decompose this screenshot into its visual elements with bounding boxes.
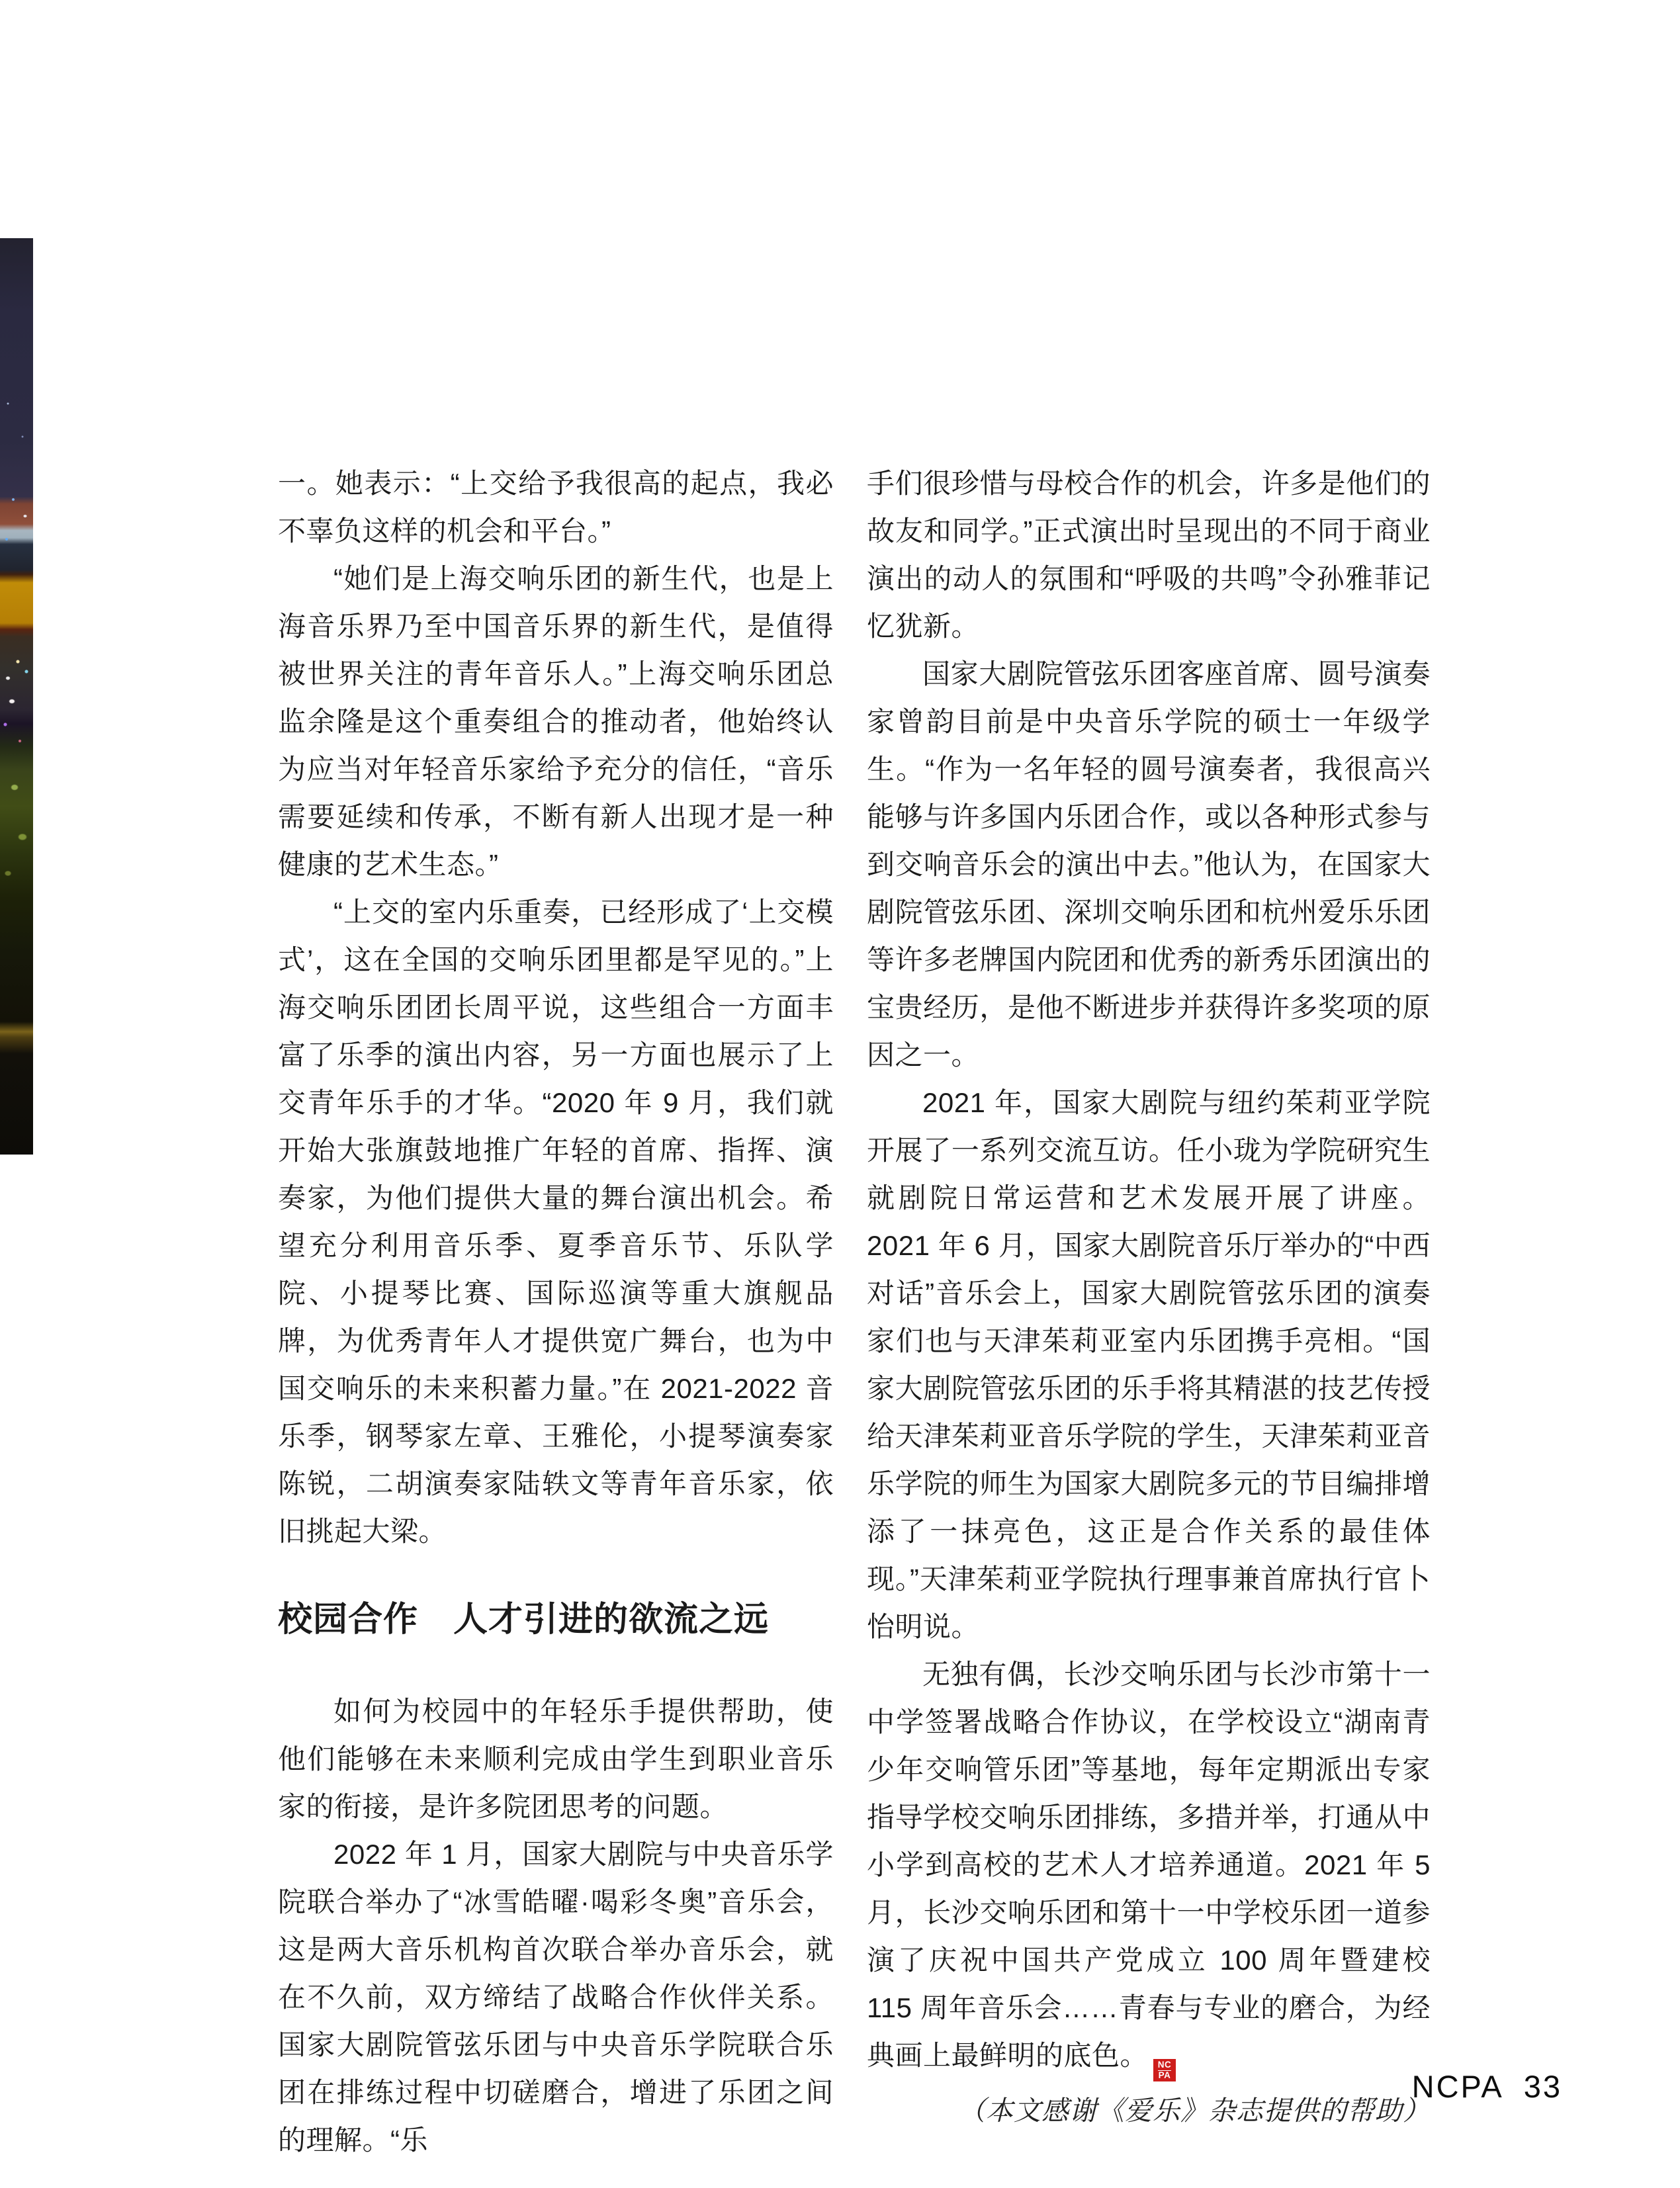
article-paragraph: “上交的室内乐重奏，已经形成了‘上交模式’，这在全国的交响乐团里都是罕见的。”上海交响乐团团长周平说，这些组合一方面丰富了乐季的演出内容，另一方面也展示了上交青年乐手的才华。“2020 年 9 月，我们就开始大张旗鼓地推广年轻的首席、指挥、演奏家，为他们提供大量的舞台演出机会。希望充分利用音乐季、夏季音乐节、乐队学院、小提琴比赛、国际巡演等重大旗舰品牌，为优秀青年人才提供宽广舞台，也为中国交响乐的未来积蓄力量。”在 2021-2022 音乐季，钢琴家左章、王雅伦，小提琴演奏家陈锐，二胡演奏家陆轶文等青年音乐家，依旧挑起大梁。: [278, 897, 834, 1547]
ncpa-end-seal-icon: [1153, 2059, 1176, 2081]
footer-page-number: 33: [1523, 2069, 1562, 2104]
article-paragraph: 2022 年 1 月，国家大剧院与中央音乐学院联合举办了“冰雪皓曜·喝彩冬奥”音乐会，这是两大音乐机构首次联合举办音乐会，就在不久前，双方缔结了战略合作伙伴关系。国家大剧院管弦乐团与中央音乐学院联合乐团在排练过程中切磋磨合，增进了乐团之间的理解。“乐: [278, 1839, 834, 2156]
footer-brand: NCPA: [1411, 2069, 1504, 2104]
article-right-column: [867, 460, 1431, 2134]
article-paragraph: 如何为校园中的年轻乐手提供帮助，使他们能够在未来顺利完成由学生到职业音乐家的衔接，是许多院团思考的问题。: [278, 1696, 834, 1822]
acknowledgement-note: （本文感谢《爱乐》杂志提供的帮助）: [958, 2095, 1431, 2126]
article-paragraph: [867, 1651, 1431, 2081]
article-paragraph: 一。她表示：“上交给予我很高的起点，我必不辜负这样的机会和平台。”: [278, 468, 834, 547]
article-paragraph-text: 无独有偶，长沙交响乐团与长沙市第十一中学签署战略合作协议，在学校设立“湖南青少年交响管乐团”等基地，每年定期派出专家指导学校交响乐团排练，多措并举，打通从中小学到高校的艺术人才培养通道。2021 年 5 月，长沙交响乐团和第十一中学校乐团一道参演了庆祝中国共产党成立 100 周年暨建校 115 周年音乐会……青春与专业的磨合，为经典画上最鲜明的底色。: [867, 1659, 1431, 2071]
article-paragraph: “她们是上海交响乐团的新生代，也是上海音乐界乃至中国音乐界的新生代，是值得被世界关注的青年音乐人。”上海交响乐团总监余隆是这个重奏组合的推动者，他始终认为应当对年轻音乐家给予充分的信任，“音乐需要延续和传承，不断有新人出现才是一种健康的艺术生态。”: [278, 563, 834, 880]
section-heading: 校园合作 人才引进的欲流之远: [278, 1600, 770, 1639]
night-city-photo-strip: [0, 238, 33, 1155]
page-footer: [1412, 2068, 1562, 2105]
seal-line-bottom: PA: [1158, 2070, 1171, 2080]
seal-line-top: NC: [1157, 2060, 1172, 2070]
article-paragraph: 国家大剧院管弦乐团客座首席、圆号演奏家曾韵目前是中央音乐学院的硕士一年级学生。“作为一名年轻的圆号演奏者，我很高兴能够与许多国内乐团合作，或以各种形式参与到交响音乐会的演出中去。”他认为，在国家大剧院管弦乐团、深圳交响乐团和杭州爱乐乐团等许多老牌国内院团和优秀的新秀乐团演出的宝贵经历，是他不断进步并获得许多奖项的原因之一。: [867, 658, 1431, 1071]
article-paragraph: 手们很珍惜与母校合作的机会，许多是他们的故友和同学。”正式演出时呈现出的不同于商业演出的动人的氛围和“呼吸的共鸣”令孙雅菲记忆犹新。: [867, 468, 1431, 642]
article-paragraph: 2021 年，国家大剧院与纽约茱莉亚学院开展了一系列交流互访。任小珑为学院研究生就剧院日常运营和艺术发展开展了讲座。2021 年 6 月，国家大剧院音乐厅举办的“中西对话”音乐会上，国家大剧院管弦乐团的演奏家们也与天津茱莉亚室内乐团携手亮相。“国家大剧院管弦乐团的乐手将其精湛的技艺传授给天津茱莉亚音乐学院的学生，天津茱莉亚音乐学院的师生为国家大剧院多元的节目编排增添了一抹亮色，这正是合作关系的最佳体现。”天津茱莉亚学院执行理事兼首席执行官卜怡明说。: [867, 1087, 1431, 1642]
article-left-column: [278, 460, 834, 2164]
